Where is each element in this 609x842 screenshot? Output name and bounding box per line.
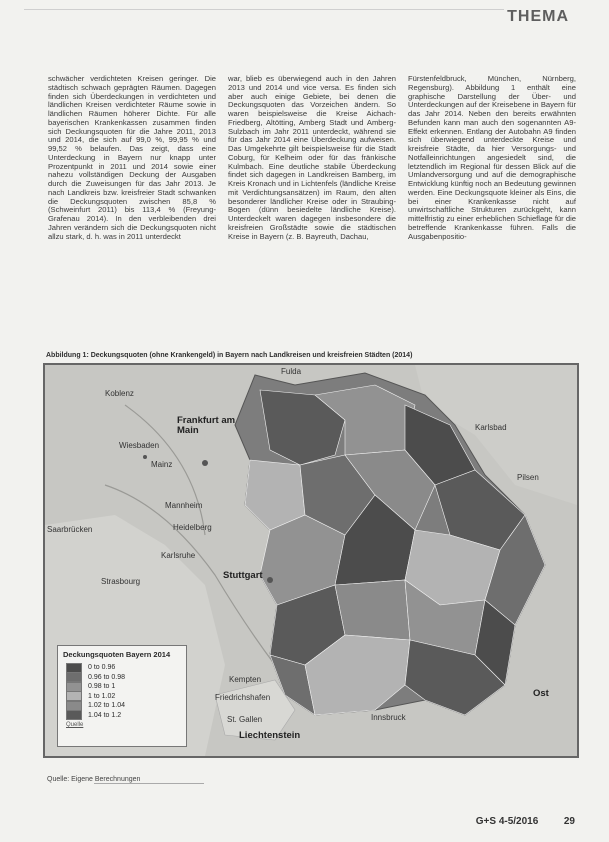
journal-name: G+S xyxy=(475,816,497,827)
city-label-koblenz: Koblenz xyxy=(105,389,134,398)
legend-label: 0.96 to 0.98 xyxy=(88,673,125,681)
legend-source-link[interactable]: Quelle xyxy=(66,722,84,728)
city-label-karlsruhe: Karlsruhe xyxy=(161,551,196,560)
text-column-2: war, blieb es überwiegend auch in den Jahren 2013 und 2014 und vice versa. Es finden sich aber auch einige Gebiete, bei denen die Deckungsquoten das Vorzeichen ändern. So waren beispielsweise die Kreise Aichach-Friedberg, Altötting, Amberg Stadt und Amberg-Sulzbach im Jahr 2011 unterdeckt, während sie für das Jahr 2014 eine Überdeckung aufweisen. Das Umgekehrte gilt beispielsweise für die Stadt Coburg, für Kelheim oder für das fränkische Kulmbach. Eine deutliche stabile Überdeckung findet sich dagegen in Landkreisen Bamberg, im Kreis Kronach und in Lichtenfels (ländliche Kreise mit Verdichtungsansätzen) im Raum, den alten besonderer ländlicher Kreise oder in Straubing-Bogen (dünn besiedelte ländliche Kreise). Unterdeckelt waren dagegen insbesondere die kreisfreien Großstädte sowie die städtischen Kreise in Bayern (z. B. Bayreuth, Dachau, xyxy=(228,75,396,241)
city-label-karlsbad: Karlsbad xyxy=(475,423,507,432)
issue-number: 4-5/2016 xyxy=(498,816,539,827)
legend-swatch xyxy=(66,672,82,682)
section-label: THEMA xyxy=(507,8,569,25)
city-label-frankfurt: Frankfurt am Main xyxy=(177,415,236,436)
legend-item xyxy=(66,673,186,683)
legend-title: Deckungsquoten Bayern 2014 xyxy=(63,650,171,659)
page-footer xyxy=(476,816,575,827)
legend-swatch xyxy=(66,663,82,673)
legend-item xyxy=(66,711,186,721)
map-legend xyxy=(57,645,187,747)
city-label-friedrichshafen: Friedrichshafen xyxy=(215,693,271,702)
legend-label: 0.98 to 1 xyxy=(88,683,116,691)
legend-label: 1 to 1.02 xyxy=(88,692,116,700)
city-label-saarbruecken: Saarbrücken xyxy=(47,525,93,534)
city-label-mainz: Mainz xyxy=(151,460,173,469)
city-label-innsbruck: Innsbruck xyxy=(371,713,406,722)
city-label-kempten: Kempten xyxy=(229,675,262,684)
text-columns xyxy=(48,75,576,337)
city-label-stuttgart: Stuttgart xyxy=(223,570,263,581)
city-label-ost: Ost xyxy=(533,688,549,699)
city-label-mannheim: Mannheim xyxy=(165,501,203,510)
figure xyxy=(43,352,583,760)
header-rule xyxy=(24,9,504,18)
page-number: 29 xyxy=(563,816,575,827)
legend-item xyxy=(66,663,186,673)
legend-rows xyxy=(58,663,186,720)
city-label-heidelberg: Heidelberg xyxy=(173,523,212,532)
figure-caption: Abbildung 1: Deckungsquoten (ohne Krankengeld) in Bayern nach Landkreisen und kreisfreien Städten (2014) xyxy=(46,352,413,359)
legend-label: 0 to 0.96 xyxy=(88,664,116,672)
legend-label: 1.04 to 1.2 xyxy=(88,711,122,719)
figure-source-rule xyxy=(94,783,204,784)
legend-swatch xyxy=(66,710,82,720)
city-label-wiesbaden: Wiesbaden xyxy=(119,441,160,450)
city-label-fulda: Fulda xyxy=(281,367,302,376)
city-label-pilsen: Pilsen xyxy=(517,473,539,482)
text-column-3: Fürstenfeldbruck, München, Nürnberg, Regensburg). Abbildung 1 enthält eine graphische Darstellung der Über- und Unterdeckungen auf der Kreisebene in Bayern für das Jahr 2014. Neben den bereits erwähnten Befunden kann man auch den sogenannten A9-Effekt erkennen. Entlang der Autobahn A9 finden sich überwiegend unterdeckte Kreise und kreisfreie Städte, da hier Versorgungs- und Notfalleinrichtungen angesiedelt sind, die letztendlich im Regional für dessen Blick auf die Umlandversorgung und auf die demographische Entwicklung künftig noch an Bedeutung gewinnen werden. Eine Deckungsquote kleiner als Eins, die bei einer Krankenkasse nicht auf unwirtschaftliche Strukturen zurückgeht, kann mittelfristig zu einer erheblichen Schieflage für die betreffende Krankenkasse führen. Falls die Ausgabenpositio- xyxy=(408,75,576,241)
city-label-liechtenstein: Liechtenstein xyxy=(239,730,301,741)
legend-item xyxy=(66,692,186,702)
legend-swatch xyxy=(66,701,82,711)
legend-swatch xyxy=(66,682,82,692)
figure-source: Quelle: Eigene Berechnungen xyxy=(47,776,141,783)
city-label-strasbourg: Strasbourg xyxy=(101,577,141,586)
legend-item xyxy=(66,701,186,711)
legend-item xyxy=(66,682,186,692)
text-column-1: schwächer verdichteten Kreisen geringer. Die städtisch schwach geprägten Räumen. Dagegen finden sich Überdeckungen in verdichteten und ländlichen Kreisen verdichteter Räume sowie in ländlichen Räumen höherer Dichte. Für alle bayerischen Krankenkassen zusammen finden sich Deckungsquoten für die Jahre 2011, 2013 und 2014, die sich auf 99,0 %, 99,95 % und 99,52 % belaufen. Das zeigt, dass eine Unterdeckung in Bayern nur knapp unter Prozentpunkt in 2011 und 2014 sowie einer nahezu vollständigen Deckung der Ausgaben durch die Zuweisungen für das Jahr 2013. Je nach Landkreis bzw. kreisfreier Stadt schwanken die Deckungsquoten zwischen 85,8 % (Schweinfurt 2011) bis 113,4 % (Freyung-Grafenau 2014). In den verbleibenden drei Jahren verändern sich die Deckungsquoten nicht allzu stark, d. h. was in 2011 unterdeckt xyxy=(48,75,216,241)
map xyxy=(43,363,579,758)
legend-swatch xyxy=(66,691,82,701)
legend-label: 1.02 to 1.04 xyxy=(88,702,125,710)
city-label-st-gallen: St. Gallen xyxy=(227,715,263,724)
